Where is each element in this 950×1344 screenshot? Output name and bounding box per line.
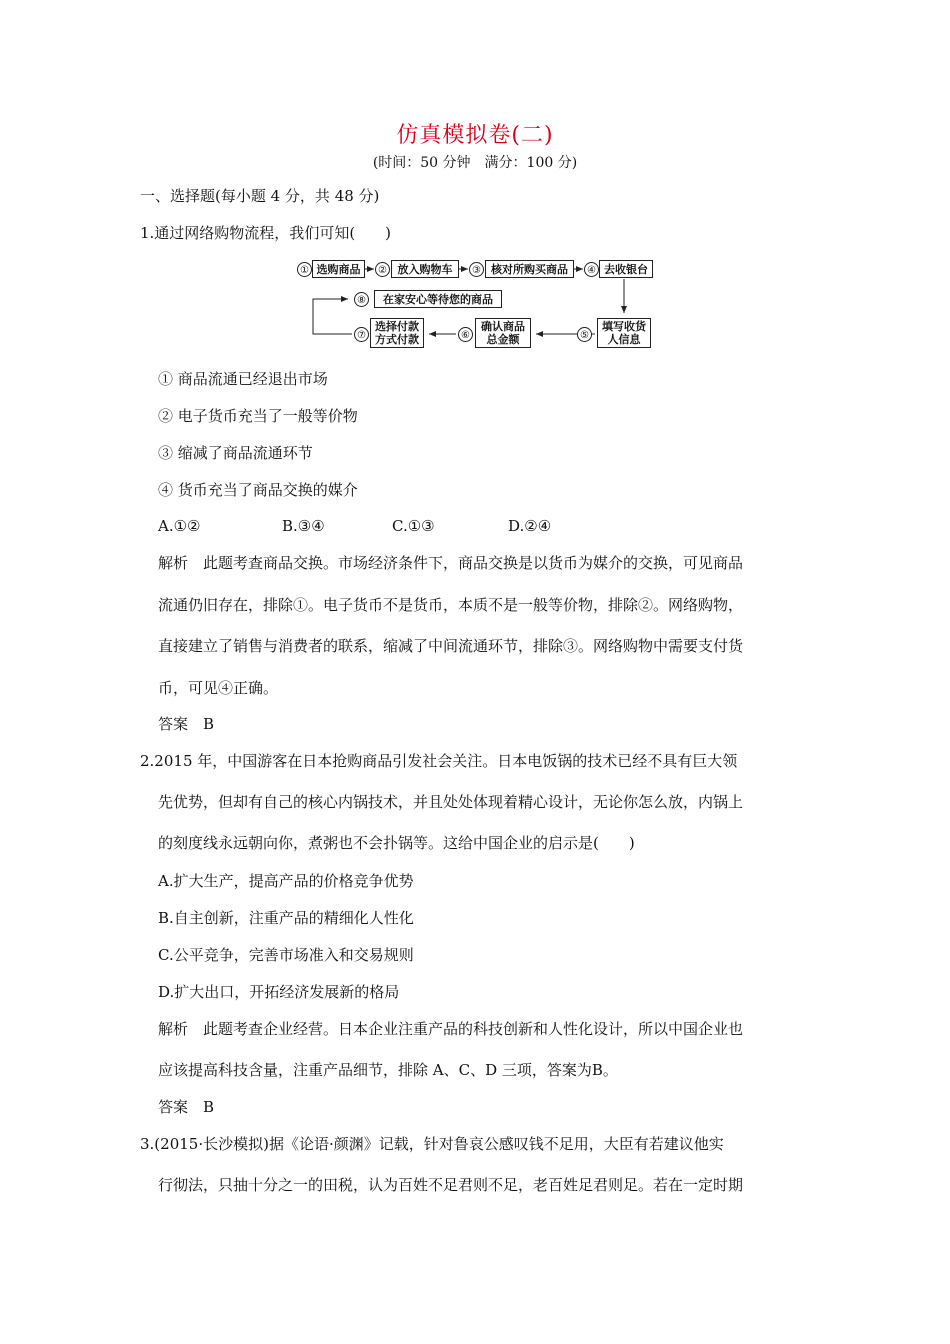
q1-option-d: D.②④ <box>508 517 552 535</box>
q1-answer: 答案 B <box>158 715 215 733</box>
flow-num-4: ④ <box>584 262 599 277</box>
q3-stem-line-2: 行彻法，只抽十分之一的田税，认为百姓不足君则不足，老百姓足君则足。若在一定时期 <box>158 1176 744 1194</box>
flow-box-6: 确认商品总金额 <box>475 318 531 348</box>
q1-analysis-line-4: 币，可见④正确。 <box>158 679 279 697</box>
q2-option-a: A.扩大生产，提高产品的价格竞争优势 <box>158 872 414 890</box>
q2-stem-line-2: 先优势，但却有自己的核心内锅技术，并且处处体现着精心设计，无论你怎么放，内锅上 <box>158 793 744 811</box>
section-heading: 一、选择题(每小题 4 分，共 48 分) <box>140 187 380 205</box>
q1-option-a: A.①② <box>158 517 201 535</box>
q1-item-2: ② 电子货币充当了一般等价物 <box>158 407 358 425</box>
flow-num-5: ⑤ <box>577 327 592 342</box>
flow-box-5: 填写收货人信息 <box>597 318 651 348</box>
q2-option-c: C.公平竞争，完善市场准入和交易规则 <box>158 946 414 964</box>
q2-stem-line-1: 2.2015 年，中国游客在日本抢购商品引发社会关注。日本电饭锅的技术已经不具有巨大领 <box>140 752 738 770</box>
arrow-7-8 <box>313 299 352 334</box>
q3-stem-line-1: 3.(2015·长沙模拟)据《论语·颜渊》记载，针对鲁哀公感叹钱不足用，大臣有若建议他实 <box>140 1135 724 1153</box>
q1-item-3: ③ 缩减了商品流通环节 <box>158 444 313 462</box>
flow-box-8: 在家安心等待您的商品 <box>374 290 502 308</box>
flow-box-2: 放入购物车 <box>391 260 459 278</box>
q1-analysis-line-2: 流通仍旧存在，排除①。电子货币不是货币，本质不是一般等价物，排除②。网络购物， <box>158 596 744 614</box>
q2-analysis-line-2: 应该提高科技含量，注重产品细节，排除 A、C、D 三项，答案为B。 <box>158 1061 618 1079</box>
page-subtitle: (时间：50 分钟 满分：100 分) <box>372 155 578 171</box>
flow-num-3: ③ <box>469 262 484 277</box>
flow-num-1: ① <box>297 262 312 277</box>
q1-option-b: B.③④ <box>282 517 325 535</box>
flow-num-8: ⑧ <box>354 292 369 307</box>
flow-num-2: ② <box>375 262 390 277</box>
flow-box-3: 核对所购买商品 <box>485 260 574 278</box>
flow-num-7: ⑦ <box>354 327 369 342</box>
flow-box-1: 选购商品 <box>312 260 365 278</box>
flow-num-6: ⑥ <box>458 327 473 342</box>
q2-answer: 答案 B <box>158 1098 215 1116</box>
q1-stem: 1.通过网络购物流程，我们可知( ) <box>140 224 392 242</box>
q1-option-c: C.①③ <box>392 517 435 535</box>
q2-option-d: D.扩大出口，开拓经济发展新的格局 <box>158 983 400 1001</box>
page-title: 仿真模拟卷(二) <box>396 123 554 148</box>
q1-item-1: ① 商品流通已经退出市场 <box>158 370 328 388</box>
q1-item-4: ④ 货币充当了商品交换的媒介 <box>158 481 358 499</box>
q2-stem-line-3: 的刻度线永远朝向你，煮粥也不会扑锅等。这给中国企业的启示是( ) <box>158 834 635 852</box>
q1-analysis-line-1: 解析 此题考查商品交换。市场经济条件下，商品交换是以货币为媒介的交换，可见商品 <box>158 554 744 572</box>
q2-option-b: B.自主创新，注重产品的精细化人性化 <box>158 909 414 927</box>
flow-box-7: 选择付款方式付款 <box>370 318 424 348</box>
q1-analysis-line-3: 直接建立了销售与消费者的联系，缩减了中间流通环节，排除③。网络购物中需要支付货 <box>158 637 744 655</box>
flow-box-4: 去收银台 <box>599 260 653 278</box>
q2-analysis-line-1: 解析 此题考查企业经营。日本企业注重产品的科技创新和人性化设计，所以中国企业也 <box>158 1020 744 1038</box>
